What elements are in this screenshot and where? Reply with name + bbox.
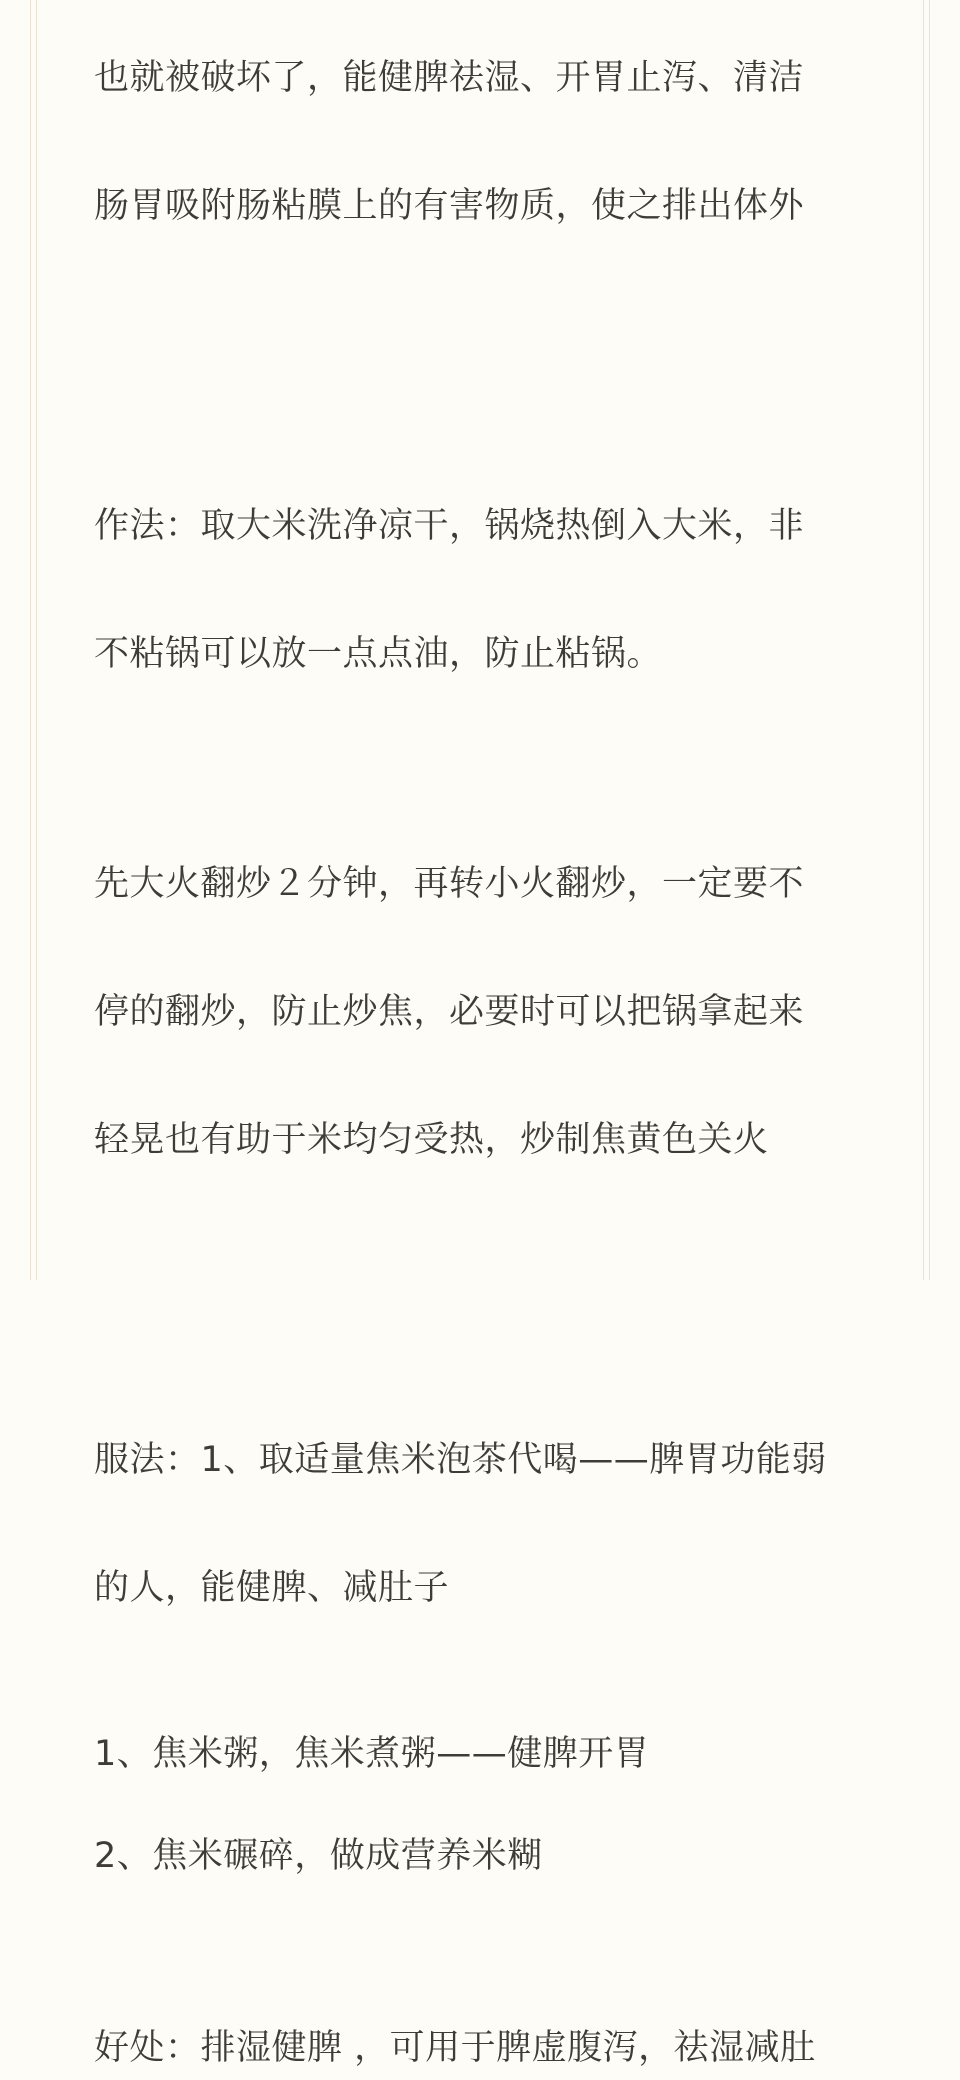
page-border-left-outer — [30, 0, 31, 1280]
usage-line: 服法：1、取适量焦米泡茶代喝——脾胃功能弱 — [94, 1440, 827, 1480]
usage-item-paste: 2、焦米碾碎，做成营养米糊 — [94, 1836, 543, 1876]
intro-line: 肠胃吸附肠粘膜上的有害物质，使之排出体外 — [94, 186, 805, 226]
page-border-right-inner — [923, 0, 924, 1280]
usage-paragraph — [94, 1364, 894, 1684]
stir-fry-line: 轻晃也有助于米均匀受热，炒制焦黄色关火 — [94, 1120, 769, 1160]
intro-paragraph — [94, 0, 894, 302]
usage-line: 的人，能健脾、减肚子 — [94, 1568, 450, 1608]
page-border-right-outer — [929, 0, 930, 1280]
article-body — [94, 0, 894, 2080]
stir-fry-line: 停的翻炒，防止炒焦，必要时可以把锅拿起来 — [94, 992, 805, 1032]
method-line: 不粘锅可以放一点点油，防止粘锅。 — [94, 634, 663, 674]
usage-item-porridge: 1、焦米粥，焦米煮粥——健脾开胃 — [94, 1734, 650, 1774]
stir-fry-paragraph — [94, 788, 894, 1236]
intro-line: 也就被破坏了，能健脾祛湿、开胃止泻、清洁 — [94, 58, 805, 98]
method-paragraph — [94, 430, 894, 750]
benefit-paragraph: 好处：排湿健脾 ，可用于脾虚腹泻，祛湿减肚 — [94, 2028, 816, 2068]
stir-fry-line: 先大火翻炒２分钟，再转小火翻炒，一定要不 — [94, 864, 805, 904]
method-line: 作法：取大米洗净凉干，锅烧热倒入大米，非 — [94, 506, 805, 546]
page-border-left-inner — [36, 0, 37, 1280]
